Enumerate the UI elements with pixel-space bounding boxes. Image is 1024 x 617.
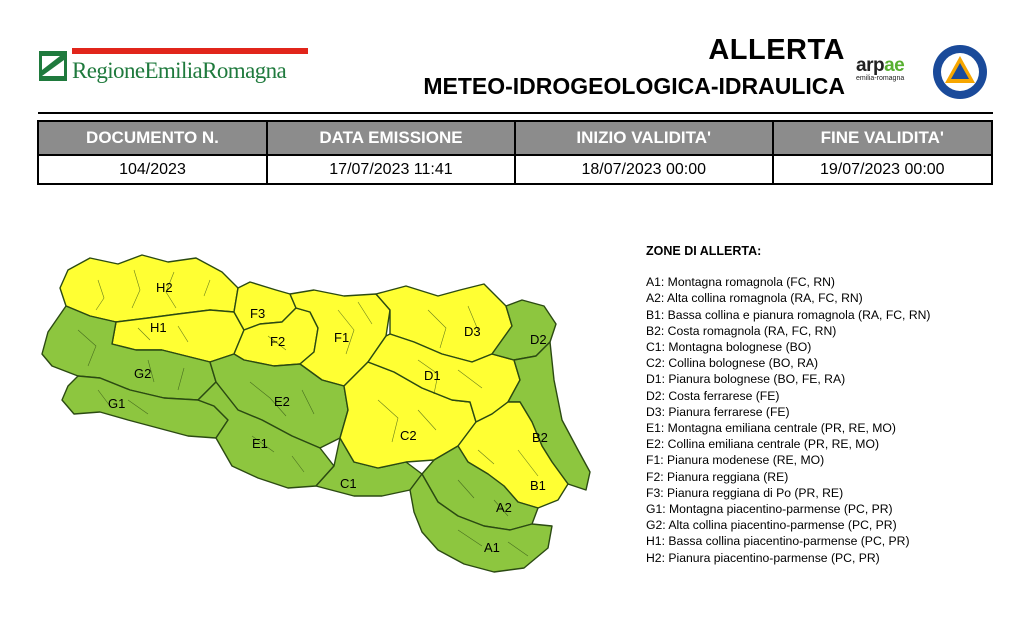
legend-item: B1: Bassa collina e pianura romagnola (RA, FC, RN) <box>646 307 931 322</box>
legend-item: G1: Montagna piacentino-parmense (PC, PR) <box>646 502 893 517</box>
legend-item: H2: Pianura piacentino-parmense (PC, PR) <box>646 550 880 565</box>
logo-red-bar <box>72 48 308 54</box>
zones-legend <box>646 243 1006 566</box>
alert-zones-map <box>38 250 628 580</box>
legend-item: F3: Pianura reggiana di Po (PR, RE) <box>646 485 844 500</box>
legend-item: A1: Montagna romagnola (FC, RN) <box>646 275 835 290</box>
arpae-subtitle: emilia-romagna <box>856 75 905 82</box>
zone-label-d1: D1 <box>424 368 441 383</box>
page-subtitle: METEO-IDROGEOLOGICA-IDRAULICA <box>423 73 845 99</box>
region-mark-icon <box>38 50 68 82</box>
legend-item: D1: Pianura bolognese (BO, FE, RA) <box>646 372 846 387</box>
cell-data-emissione: 17/07/2023 11:41 <box>267 155 515 184</box>
zone-label-b2: B2 <box>532 430 548 445</box>
zone-label-f2: F2 <box>270 334 286 349</box>
zone-label-c1: C1 <box>340 476 357 491</box>
zone-label-a2: A2 <box>496 500 512 515</box>
header-divider <box>38 112 993 114</box>
header-fine-validita: FINE VALIDITA' <box>773 121 992 155</box>
table-header-row <box>38 121 992 155</box>
legend-title: ZONE DI ALLERTA: <box>646 244 762 258</box>
region-name: RegioneEmiliaRomagna <box>72 58 287 83</box>
legend-item: E2: Collina emiliana centrale (PR, RE, MO) <box>646 437 879 452</box>
legend-item: C1: Montagna bolognese (BO) <box>646 340 812 355</box>
header-inizio-validita: INIZIO VALIDITA' <box>515 121 773 155</box>
header-data-emissione: DATA EMISSIONE <box>267 121 515 155</box>
arpae-logo <box>856 55 926 82</box>
legend-item: F2: Pianura reggiana (RE) <box>646 469 789 484</box>
cell-fine-validita: 19/07/2023 00:00 <box>773 155 992 184</box>
legend-item: C2: Collina bolognese (BO, RA) <box>646 356 819 371</box>
zone-label-b1: B1 <box>530 478 546 493</box>
zone-label-h2: H2 <box>156 280 173 295</box>
arpae-word-b: ae <box>884 55 905 76</box>
zone-label-g1: G1 <box>108 396 126 411</box>
zone-label-d3: D3 <box>464 324 481 339</box>
legend-item: D2: Costa ferrarese (FE) <box>646 388 780 403</box>
zone-label-e1: E1 <box>252 436 268 451</box>
zone-label-h1: H1 <box>150 320 167 335</box>
table-row <box>38 155 992 184</box>
legend-item: E1: Montagna emiliana centrale (PR, RE, MO) <box>646 421 896 436</box>
cell-documento: 104/2023 <box>38 155 267 184</box>
document-info-table <box>37 120 993 185</box>
zone-label-a1: A1 <box>484 540 500 555</box>
page-title: ALLERTA <box>708 34 845 66</box>
legend-list <box>646 274 1006 566</box>
cell-inizio-validita: 18/07/2023 00:00 <box>515 155 773 184</box>
zone-label-d2: D2 <box>530 332 547 347</box>
legend-item: D3: Pianura ferrarese (FE) <box>646 404 790 419</box>
zone-label-g2: G2 <box>134 366 152 381</box>
zone-label-f3: F3 <box>250 306 266 321</box>
legend-item: H1: Bassa collina piacentino-parmense (PC, PR) <box>646 534 910 549</box>
regione-emilia-romagna-logo <box>38 48 308 88</box>
legend-item: B2: Costa romagnola (RA, FC, RN) <box>646 323 837 338</box>
zone-label-f1: F1 <box>334 330 350 345</box>
zone-label-c2: C2 <box>400 428 417 443</box>
header-documento: DOCUMENTO N. <box>38 121 267 155</box>
legend-item: G2: Alta collina piacentino-parmense (PC, PR) <box>646 518 897 533</box>
zone-label-e2: E2 <box>274 394 290 409</box>
legend-item: F1: Pianura modenese (RE, MO) <box>646 453 825 468</box>
arpae-word-a: arp <box>856 55 885 76</box>
legend-item: A2: Alta collina romagnola (RA, FC, RN) <box>646 291 863 306</box>
protezione-civile-logo <box>932 44 988 100</box>
